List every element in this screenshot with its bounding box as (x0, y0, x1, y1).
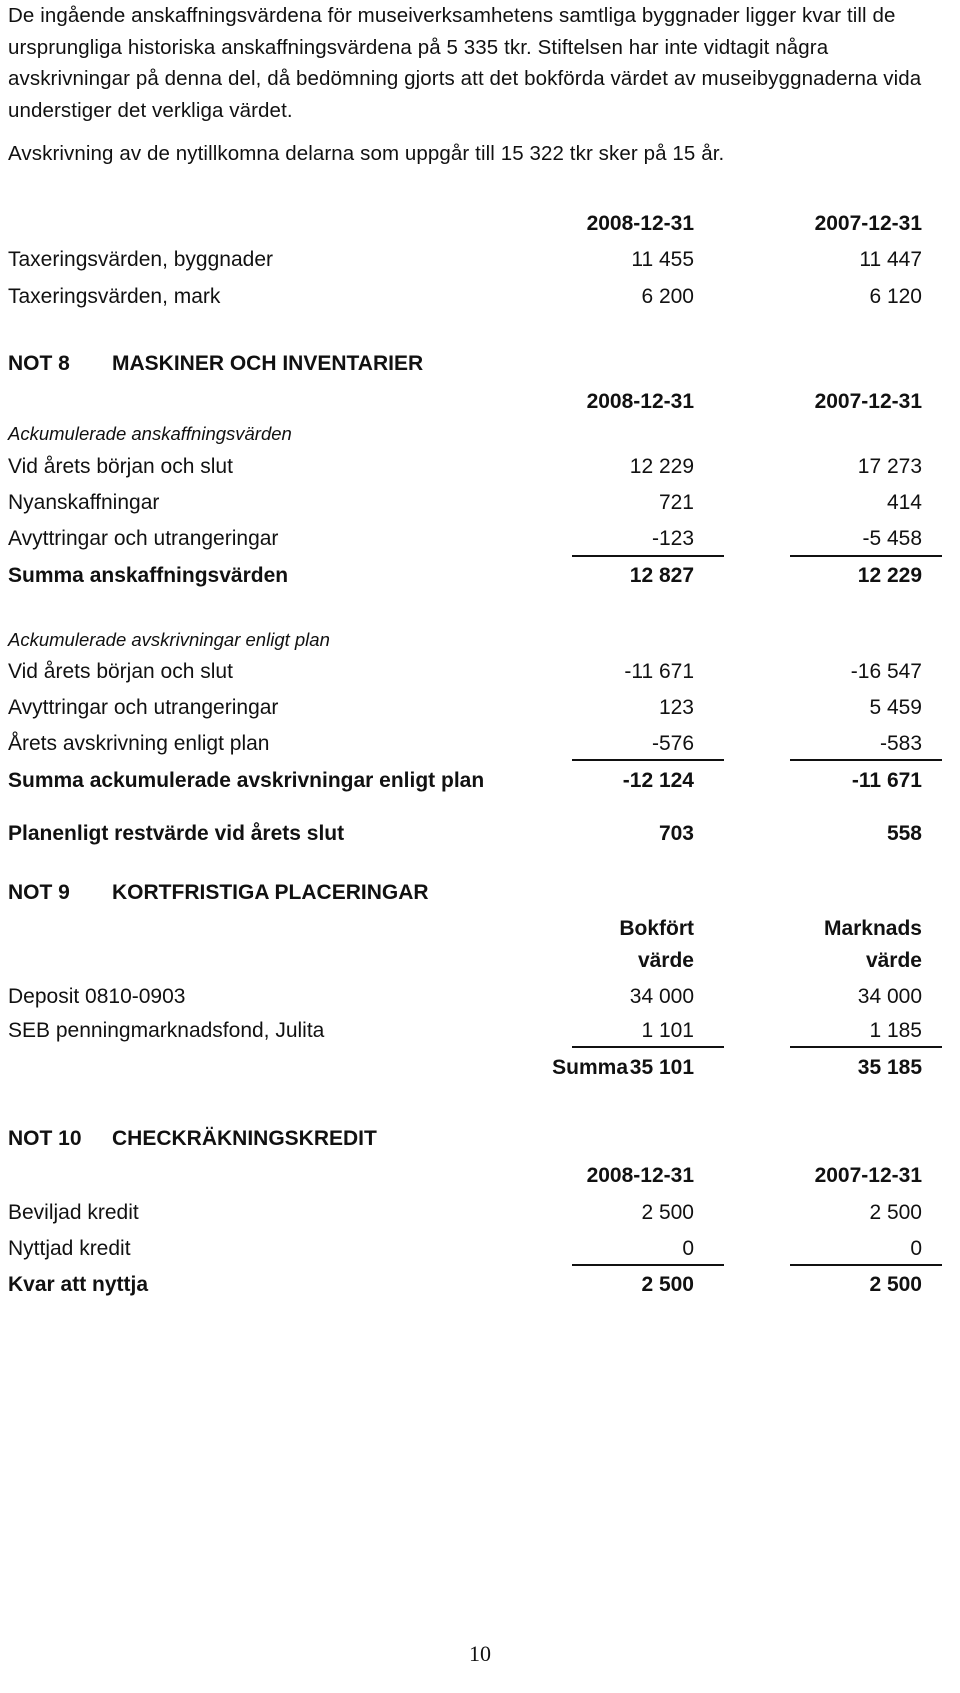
note9-column-headers-line1 (0, 911, 960, 947)
row-value-2007: 12 229 (857, 564, 922, 587)
note10-heading (0, 1121, 960, 1157)
row-value-2008: -576 (651, 732, 694, 755)
row-label: SEB penningmarknadsfond, Julita (8, 1019, 325, 1042)
depreciation-heading-row (0, 622, 960, 658)
note10-number: NOT 10 (8, 1127, 82, 1150)
row-value-2007: -11 671 (851, 769, 922, 792)
intro-paragraph-1: De ingående anskaffningsvärdena för museiverksamhetens samtliga byggnader ligger kvar till de ursprungliga historiska anskaffningsvärdena på 5 335 tkr. Stiftelsen har inte vidtagit några avskrivningar på denna del, då bedömning gjorts att det bokförda värdet av museibyggnaderna vida understiger det verkliga värdet. (8, 4, 922, 122)
table-row (0, 726, 960, 762)
row-value-2008: 123 (658, 696, 694, 719)
residual-value-row (0, 816, 960, 852)
row-label: Årets avskrivning enligt plan (8, 732, 270, 755)
row-value-2007: 5 459 (869, 696, 922, 719)
row-value-2008: -12 124 (622, 769, 694, 792)
note9-column-headers-line2 (0, 943, 960, 979)
row-label: Taxeringsvärden, mark (8, 285, 221, 308)
row-value-book: 35 101 (629, 1056, 694, 1079)
sum-rule (790, 1046, 942, 1048)
market-value-header-line1: Marknads (823, 917, 922, 940)
tax-col2-header: 2007-12-31 (814, 212, 922, 235)
row-label: Avyttringar och utrangeringar (8, 696, 279, 719)
table-row (0, 979, 960, 1015)
row-label: Planenligt restvärde vid årets slut (8, 822, 345, 845)
total-label: Summa (552, 1056, 628, 1079)
depreciation-total-row (0, 763, 960, 799)
acquisition-total-row (0, 558, 960, 594)
book-value-header-line1: Bokfört (619, 917, 694, 940)
sum-rule (572, 759, 724, 761)
row-label: Nyanskaffningar (8, 491, 160, 514)
row-value-2008: 2 500 (641, 1201, 694, 1224)
row-label: Summa ackumulerade avskrivningar enligt plan (8, 769, 485, 792)
row-value-2007: 0 (910, 1237, 922, 1260)
note10-column-headers (0, 1158, 960, 1194)
row-value-2008: 11 455 (631, 248, 694, 271)
acquisition-heading: Ackumulerade anskaffningsvärden (8, 423, 292, 444)
row-label: Vid årets början och slut (8, 660, 233, 683)
row-value-2007: -16 547 (850, 660, 922, 683)
tax-col1-header: 2008-12-31 (586, 212, 694, 235)
sum-rule (790, 1264, 942, 1266)
note10-col2-header: 2007-12-31 (814, 1164, 922, 1187)
table-row (0, 521, 960, 557)
row-value-book: 1 101 (641, 1019, 694, 1042)
tax-column-headers (0, 206, 960, 242)
sum-rule (572, 555, 724, 557)
table-row (0, 1013, 960, 1049)
row-value-2008: 6 200 (641, 285, 694, 308)
row-value-2008: 12 229 (629, 455, 694, 478)
sum-rule (790, 759, 942, 761)
table-row (0, 690, 960, 726)
row-label: Avyttringar och utrangeringar (8, 527, 279, 550)
table-row (0, 449, 960, 485)
note8-number: NOT 8 (8, 352, 70, 375)
row-value-2007: 11 447 (859, 248, 922, 271)
row-value-2007: 2 500 (869, 1273, 922, 1296)
row-label: Nyttjad kredit (8, 1237, 131, 1260)
row-label: Vid årets början och slut (8, 455, 233, 478)
note9-heading (0, 875, 960, 911)
note8-heading (0, 346, 960, 382)
page-number: 10 (469, 1641, 491, 1666)
book-value-header-line2: värde (637, 949, 694, 972)
note9-title: KORTFRISTIGA PLACERINGAR (112, 881, 429, 904)
row-value-2008: 2 500 (641, 1273, 694, 1296)
row-label: Kvar att nyttja (8, 1273, 149, 1296)
sum-rule (572, 1264, 724, 1266)
note10-title: CHECKRÄKNINGSKREDIT (112, 1127, 377, 1150)
row-value-2007: 414 (886, 491, 922, 514)
note9-number: NOT 9 (8, 881, 70, 904)
row-value-2008: -11 671 (624, 660, 694, 683)
intro-paragraph-2: Avskrivning av de nytillkomna delarna som uppgår till 15 322 tkr sker på 15 år. (8, 142, 725, 165)
note8-column-headers (0, 384, 960, 420)
table-row (0, 242, 960, 278)
row-value-2007: -583 (879, 732, 922, 755)
row-value-2007: 17 273 (857, 455, 922, 478)
row-value-market: 1 185 (869, 1019, 922, 1042)
row-label: Taxeringsvärden, byggnader (8, 248, 274, 271)
row-value-2007: 2 500 (869, 1201, 922, 1224)
acquisition-heading-row (0, 416, 960, 452)
table-row (0, 485, 960, 521)
row-value-2008: 703 (658, 822, 694, 845)
table-row (0, 1195, 960, 1231)
intro-text (8, 0, 953, 170)
row-label: Beviljad kredit (8, 1201, 139, 1224)
table-row (0, 1231, 960, 1267)
row-value-2007: -5 458 (862, 527, 922, 550)
sum-rule (790, 555, 942, 557)
row-label: Summa anskaffningsvärden (8, 564, 289, 587)
table-row (0, 279, 960, 315)
note9-total-row (0, 1050, 960, 1086)
note10-total-row (0, 1267, 960, 1303)
row-value-2008: 0 (682, 1237, 694, 1260)
row-value-2008: 721 (658, 491, 694, 514)
row-value-market: 35 185 (857, 1056, 922, 1079)
row-label: Deposit 0810-0903 (8, 985, 186, 1008)
note8-title: MASKINER OCH INVENTARIER (112, 352, 424, 375)
table-row (0, 654, 960, 690)
row-value-2008: -123 (651, 527, 694, 550)
note10-col1-header: 2008-12-31 (586, 1164, 694, 1187)
market-value-header-line2: värde (865, 949, 922, 972)
row-value-2008: 12 827 (629, 564, 694, 587)
row-value-market: 34 000 (857, 985, 922, 1008)
note8-col1-header: 2008-12-31 (586, 390, 694, 413)
row-value-2007: 6 120 (869, 285, 922, 308)
sum-rule (572, 1046, 724, 1048)
depreciation-heading: Ackumulerade avskrivningar enligt plan (8, 629, 330, 650)
row-value-2007: 558 (886, 822, 922, 845)
note8-col2-header: 2007-12-31 (814, 390, 922, 413)
row-value-book: 34 000 (629, 985, 694, 1008)
